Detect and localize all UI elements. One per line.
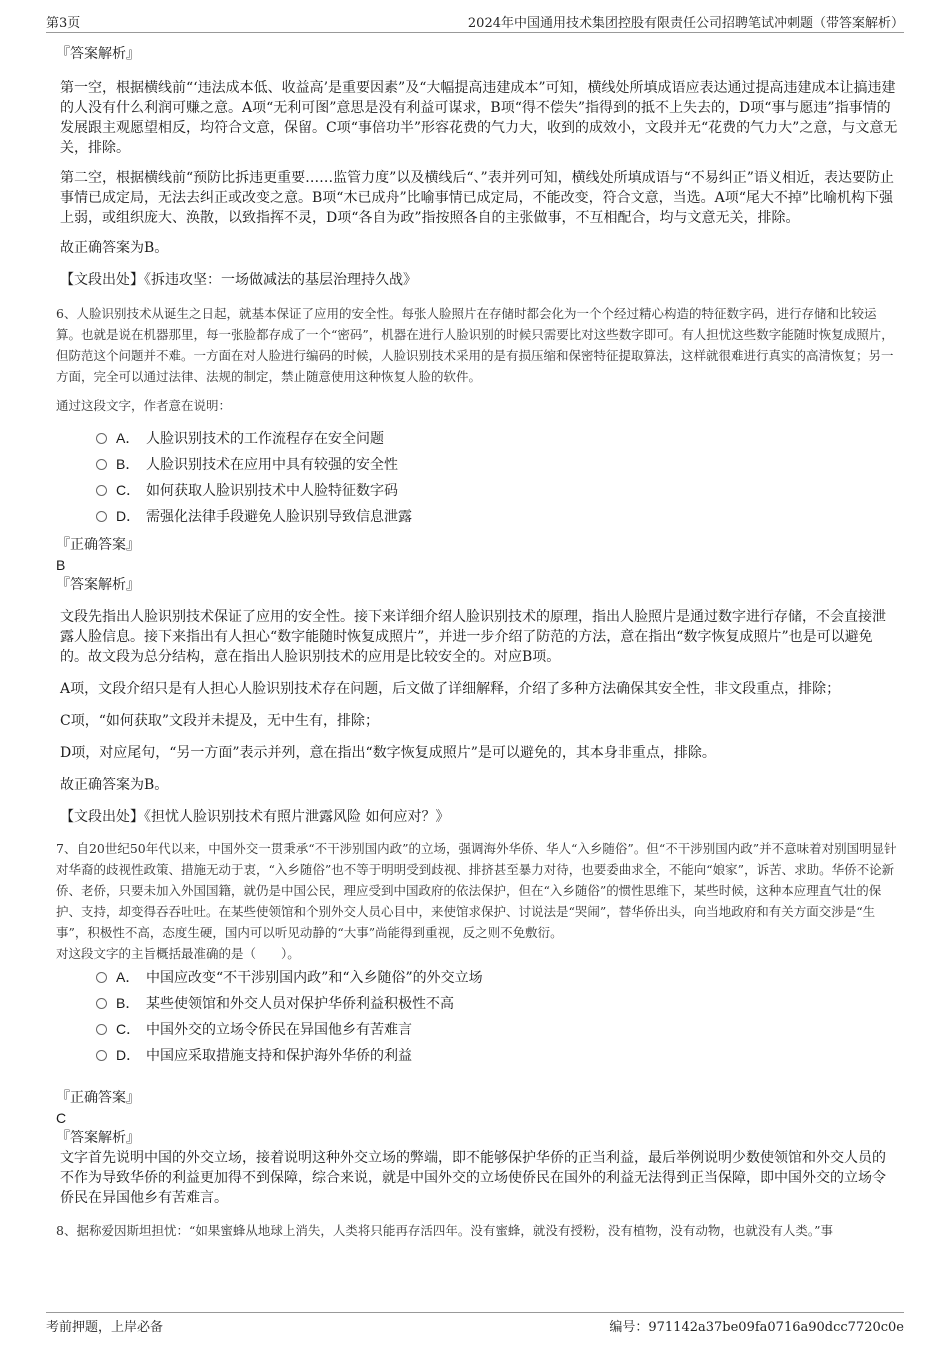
q5-explain-para2: 第二空，根据横线前“预防比拆违更重要……监管力度”以及横线后“、”表并列可知，横线处所填成语与“不易纠正”语义相近，表达要防止事情已成定局，无法去纠正或改变之意。B项“木已成舟”比喻事情已成定局，不能改变，符合文意，当选。A项“尾大不掉”比喻机构下强上弱，或组织庞大、涣散，以致指挥不灵，D项“各自为政”指按照各自的主张做事，不互相配合，均与文意无关，排除。 bbox=[60, 170, 894, 226]
radio-icon[interactable] bbox=[96, 433, 107, 444]
q6-explain-para2: A项，文段介绍只是有人担心人脸识别技术存在问题，后文做了详细解释，介绍了多种方法确保其安全性，非文段重点，排除； bbox=[60, 681, 841, 697]
q7-stem: 7、自20世纪50年代以来，中国外交一贯秉承“不干涉别国内政”的立场，强调海外华侨、华人“入乡随俗”。但“不干涉别国内政”并不意味着对别国明显针对华裔的歧视性政策、措施无动于衷，“入乡随俗”也不等于明明受到歧视、排挤甚至暴力对待，也要委曲求全，不能向“娘家”，诉苦、求助。华侨不论新侨、老侨，只要未加入外国国籍，就仍是中国公民，理应受到中国政府的依法保护，但在“入乡随俗”的惯性思维下，某些时候，这种本应理直气壮的保护、支持，却变得吞吞吐吐。在某些使领馆和个别外交人员心目中，来使馆求保护、讨说法是“哭闹”，替华侨出头，向当地政府和有关方面交涉是“生事”，积极性不高，态度生硬，国内可以听见动静的“大事”尚能得到重视，反之则不免敷衍。 bbox=[56, 841, 897, 940]
q6-option-c[interactable] bbox=[56, 477, 898, 503]
q8-stem: 8、据称爱因斯坦担忧：“如果蜜蜂从地球上消失，人类将只能再存活四年。没有蜜蜂，就没有授粉，没有植物，没有动物，也就没有人类。”事 bbox=[56, 1223, 833, 1238]
option-text: 某些使领馆和外交人员对保护华侨利益积极性不高 bbox=[146, 996, 454, 1012]
radio-icon[interactable] bbox=[96, 485, 107, 496]
option-text: 中国应采取措施支持和保护海外华侨的利益 bbox=[146, 1048, 412, 1064]
q7-answer-label: 『正确答案』 bbox=[56, 1090, 140, 1106]
option-key: D． bbox=[116, 1047, 141, 1063]
radio-icon[interactable] bbox=[96, 511, 107, 522]
q6-answer-label: 『正确答案』 bbox=[56, 537, 140, 553]
radio-icon[interactable] bbox=[96, 1050, 107, 1061]
q5-explain-para1: 第一空，根据横线前“‘违法成本低、收益高’是重要因素”及“大幅提高违建成本”可知，横线处所填成语应表达通过提高违建成本让搞违建的人没有什么利润可赚之意。A项“无利可图”意思是没有利益可谋求，B项“得不偿失”指得到的抵不上失去的，D项“事与愿违”指事情的发展跟主观愿望相反，均符合文意，保留。C项“事倍功半”形容花费的气力大，收到的成效小，文段并无“花费的气力大”之意，与文意无关，排除。 bbox=[60, 80, 898, 156]
q7-options bbox=[56, 964, 898, 1068]
q6-source: 【文段出处】《担忧人脸识别技术有照片泄露风险 如何应对？》 bbox=[60, 809, 450, 825]
option-text: 人脸识别技术的工作流程存在安全问题 bbox=[146, 431, 384, 447]
option-key: A． bbox=[116, 430, 140, 446]
q6-answer: B bbox=[56, 557, 66, 573]
q6-option-d[interactable] bbox=[56, 503, 898, 529]
page-number: 第3页 bbox=[46, 16, 81, 31]
option-text: 中国外交的立场令侨民在异国他乡有苦难言 bbox=[146, 1022, 412, 1038]
document-title: 2024年中国通用技术集团控股有限责任公司招聘笔试冲刺题（带答案解析） bbox=[467, 16, 904, 31]
q6-explain-label: 『答案解析』 bbox=[56, 577, 140, 593]
q5-source: 【文段出处】《拆违攻坚：一场做减法的基层治理持久战》 bbox=[60, 272, 417, 288]
option-key: C． bbox=[116, 482, 141, 498]
q6-explain-para5: 故正确答案为B。 bbox=[60, 777, 169, 793]
q7-option-d[interactable] bbox=[56, 1042, 898, 1068]
q7-option-a[interactable] bbox=[56, 964, 898, 990]
q7-answer: C bbox=[56, 1110, 67, 1126]
q7-prompt: 对这段文字的主旨概括最准确的是（ ）。 bbox=[56, 946, 300, 961]
option-key: D． bbox=[116, 508, 141, 524]
radio-icon[interactable] bbox=[96, 459, 107, 470]
q6-explain-para3: C项，“如何获取”文段并未提及，无中生有，排除； bbox=[60, 713, 380, 729]
q7-option-b[interactable] bbox=[56, 990, 898, 1016]
q7-option-c[interactable] bbox=[56, 1016, 898, 1042]
q6-options bbox=[56, 425, 898, 529]
radio-icon[interactable] bbox=[96, 1024, 107, 1035]
option-text: 如何获取人脸识别技术中人脸特征数字码 bbox=[146, 483, 398, 499]
option-key: A． bbox=[116, 969, 140, 985]
q6-explain-para1: 文段先指出人脸识别技术保证了应用的安全性。接下来详细介绍人脸识别技术的原理，指出人脸照片是通过数字进行存储，不会直接泄露人脸信息。接下来指出有人担心“数字能随时恢复成照片”，并进一步介绍了防范的方法，意在指出“数字恢复成照片”也是可以避免的。故文段为总分结构，意在指出人脸识别技术的应用是比较安全的。对应B项。 bbox=[60, 609, 886, 665]
document-id: 编号：971142a37be09fa0716a90dcc7720c0e bbox=[609, 1320, 904, 1335]
q7-explain-para1: 文字首先说明中国的外交立场，接着说明这种外交立场的弊端，即不能够保护华侨的正当利益，最后举例说明少数使领馆和外交人员的不作为导致华侨的利益更加得不到保障，综合来说，就是中国外交的立场使侨民在国外的利益无法得到正当保障，即中国外交的立场令侨民在异国他乡有苦难言。 bbox=[60, 1150, 886, 1206]
option-key: B． bbox=[116, 456, 140, 472]
option-text: 需强化法律手段避免人脸识别导致信息泄露 bbox=[146, 509, 412, 525]
content bbox=[56, 44, 898, 1241]
q6-prompt: 通过这段文字，作者意在说明： bbox=[56, 398, 232, 413]
page-header bbox=[46, 12, 904, 33]
q7-explain-label: 『答案解析』 bbox=[56, 1130, 140, 1146]
option-key: C． bbox=[116, 1021, 141, 1037]
q6-option-b[interactable] bbox=[56, 451, 898, 477]
q6-stem: 6、人脸识别技术从诞生之日起，就基本保证了应用的安全性。每张人脸照片在存储时都会化为一个个经过精心构造的特征数字码，进行存储和比较运算。也就是说在机器那里，每一张脸都存成了一个“密码”，机器在进行人脸识别的时候只需要比对这些数字即可。有人担忧这些数字能随时恢复成照片，但防范这个问题并不难。一方面在对人脸进行编码的时候，人脸识别技术采用的是有损压缩和保密特征提取算法，这样就很难进行真实的高清恢复；另一方面，完全可以通过法律、法规的制定，禁止随意使用这种恢复人脸的软件。 bbox=[56, 306, 894, 384]
q5-explain-label: 『答案解析』 bbox=[56, 46, 140, 62]
q6-explain-para4: D项，对应尾句，“另一方面”表示并列，意在指出“数字恢复成照片”是可以避免的，其本身非重点，排除。 bbox=[60, 745, 716, 761]
radio-icon[interactable] bbox=[96, 972, 107, 983]
q6-option-a[interactable] bbox=[56, 425, 898, 451]
radio-icon[interactable] bbox=[96, 998, 107, 1009]
option-text: 人脸识别技术在应用中具有较强的安全性 bbox=[146, 457, 398, 473]
page-footer bbox=[46, 1312, 904, 1335]
q5-explain-para3: 故正确答案为B。 bbox=[60, 240, 169, 256]
footer-slogan: 考前押题，上岸必备 bbox=[46, 1320, 164, 1335]
option-text: 中国应改变“不干涉别国内政”和“入乡随俗”的外交立场 bbox=[146, 970, 483, 986]
option-key: B． bbox=[116, 995, 140, 1011]
